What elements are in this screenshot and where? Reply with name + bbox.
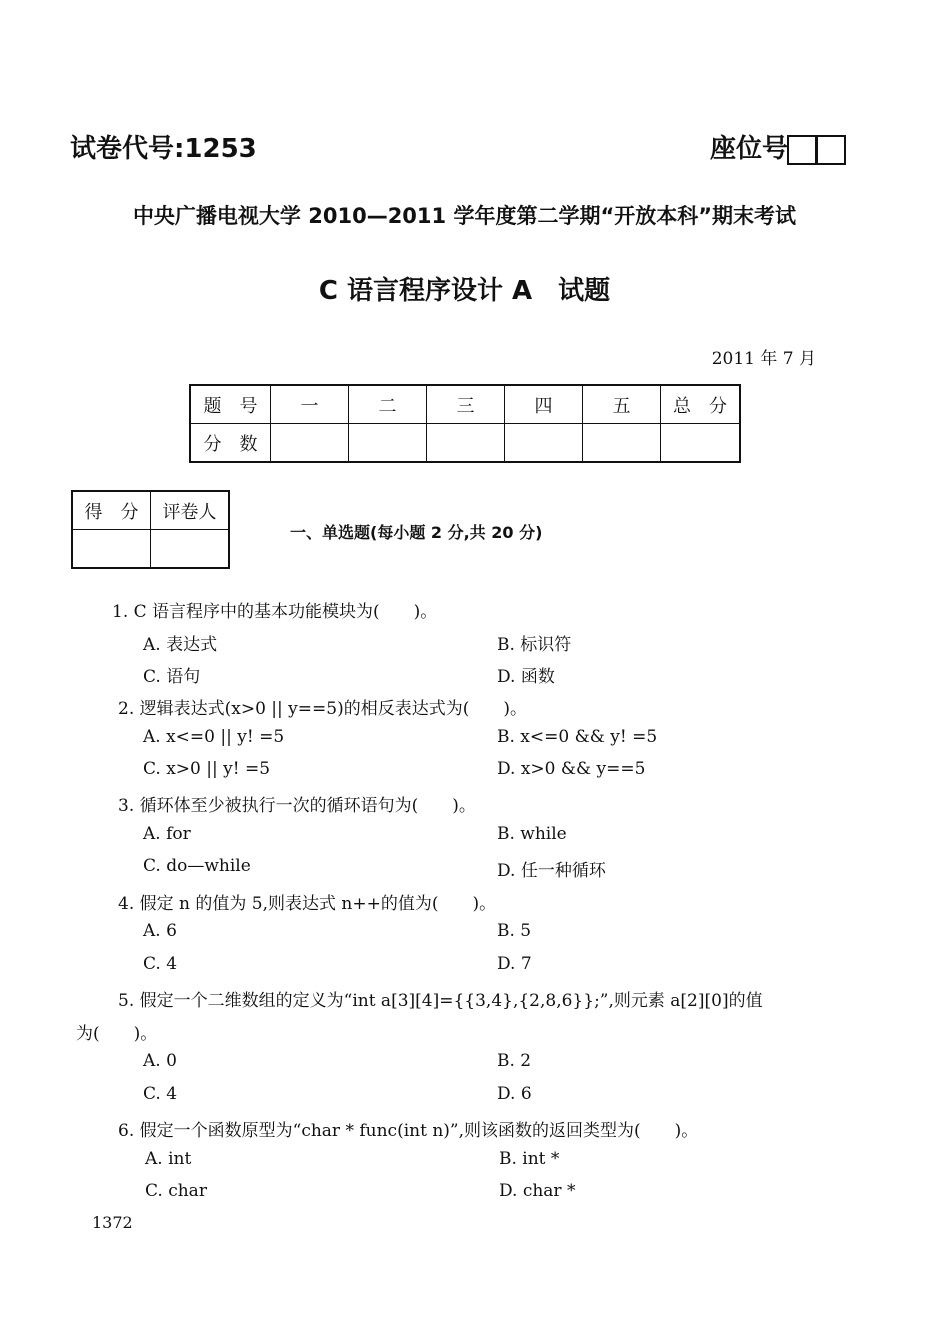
question-option: A. int — [145, 1149, 192, 1169]
score-table-header-cell: 一 — [271, 385, 349, 424]
question-option: C. x>0 || y! =5 — [143, 759, 271, 779]
score-table-header-row — [190, 385, 740, 424]
section-title: 一、单选题(每小题 2 分,共 20 分) — [290, 523, 543, 542]
grader-score-cell — [72, 530, 151, 569]
page-number: 1372 — [92, 1213, 133, 1232]
score-table-header-cell: 四 — [505, 385, 583, 424]
seat-box-1 — [787, 135, 817, 165]
question-stem: 1. C 语言程序中的基本功能模块为( )。 — [112, 602, 438, 622]
grader-name-cell — [151, 530, 230, 569]
question-option: A. 表达式 — [143, 635, 218, 655]
score-table-score-row — [190, 424, 740, 463]
question-stem: 5. 假定一个二维数组的定义为“int a[3][4]={{3,4},{2,8,6}};”,则元素 a[2][0]的值 — [118, 991, 763, 1011]
score-table — [189, 384, 741, 463]
score-table-header-cell: 题 号 — [190, 385, 271, 424]
question-stem: 3. 循环体至少被执行一次的循环语句为( )。 — [118, 796, 476, 816]
seat-box-2 — [816, 135, 846, 165]
score-cell — [271, 424, 349, 463]
score-table-header-cell: 五 — [583, 385, 661, 424]
institution-line: 中央广播电视大学 2010—2011 学年度第二学期“开放本科”期末考试 — [132, 204, 797, 228]
question-option: A. for — [143, 824, 191, 844]
exam-title: C 语言程序设计 A 试题 — [318, 276, 611, 306]
question-option: D. 6 — [497, 1084, 532, 1104]
question-option: D. x>0 && y==5 — [497, 759, 646, 779]
question-stem-continuation: 为( )。 — [76, 1024, 158, 1044]
question-stem: 4. 假定 n 的值为 5,则表达式 n++的值为( )。 — [118, 894, 497, 914]
question-stem: 2. 逻辑表达式(x>0 || y==5)的相反表达式为( )。 — [118, 699, 527, 719]
score-table-header-cell: 二 — [349, 385, 427, 424]
question-option: C. do—while — [143, 856, 251, 876]
question-option: C. 4 — [143, 954, 178, 974]
question-option: B. 2 — [497, 1051, 532, 1071]
score-cell — [427, 424, 505, 463]
seat-number — [710, 128, 846, 165]
score-cell — [349, 424, 427, 463]
question-option: D. 函数 — [497, 667, 555, 687]
score-cell — [583, 424, 661, 463]
question-option: A. x<=0 || y! =5 — [143, 727, 285, 747]
score-cell — [505, 424, 583, 463]
question-option: A. 6 — [143, 921, 177, 941]
question-option: B. 标识符 — [497, 635, 572, 655]
paper-code: 试卷代号:1253 — [70, 134, 257, 164]
question-option: C. 4 — [143, 1084, 178, 1104]
score-table-header-cell: 总 分 — [661, 385, 741, 424]
question-option: A. 0 — [143, 1051, 177, 1071]
question-stem: 6. 假定一个函数原型为“char * func(int n)”,则该函数的返回类型为( )。 — [118, 1121, 699, 1141]
question-option: B. x<=0 && y! =5 — [497, 727, 658, 747]
score-row-label: 分 数 — [190, 424, 271, 463]
grader-name-label: 评卷人 — [151, 491, 230, 530]
score-cell — [661, 424, 741, 463]
score-table-header-cell: 三 — [427, 385, 505, 424]
seat-number-label: 座位号 — [710, 134, 789, 164]
question-option: C. 语句 — [143, 667, 201, 687]
question-option: D. 任一种循环 — [497, 861, 606, 881]
question-option: B. int * — [499, 1149, 560, 1169]
exam-date: 2011 年 7 月 — [711, 349, 816, 369]
question-option: C. char — [145, 1181, 207, 1201]
question-option: B. 5 — [497, 921, 532, 941]
question-option: D. 7 — [497, 954, 532, 974]
grader-score-label: 得 分 — [72, 491, 151, 530]
question-option: D. char * — [499, 1181, 576, 1201]
question-option: B. while — [497, 824, 567, 844]
grader-table — [71, 490, 230, 569]
